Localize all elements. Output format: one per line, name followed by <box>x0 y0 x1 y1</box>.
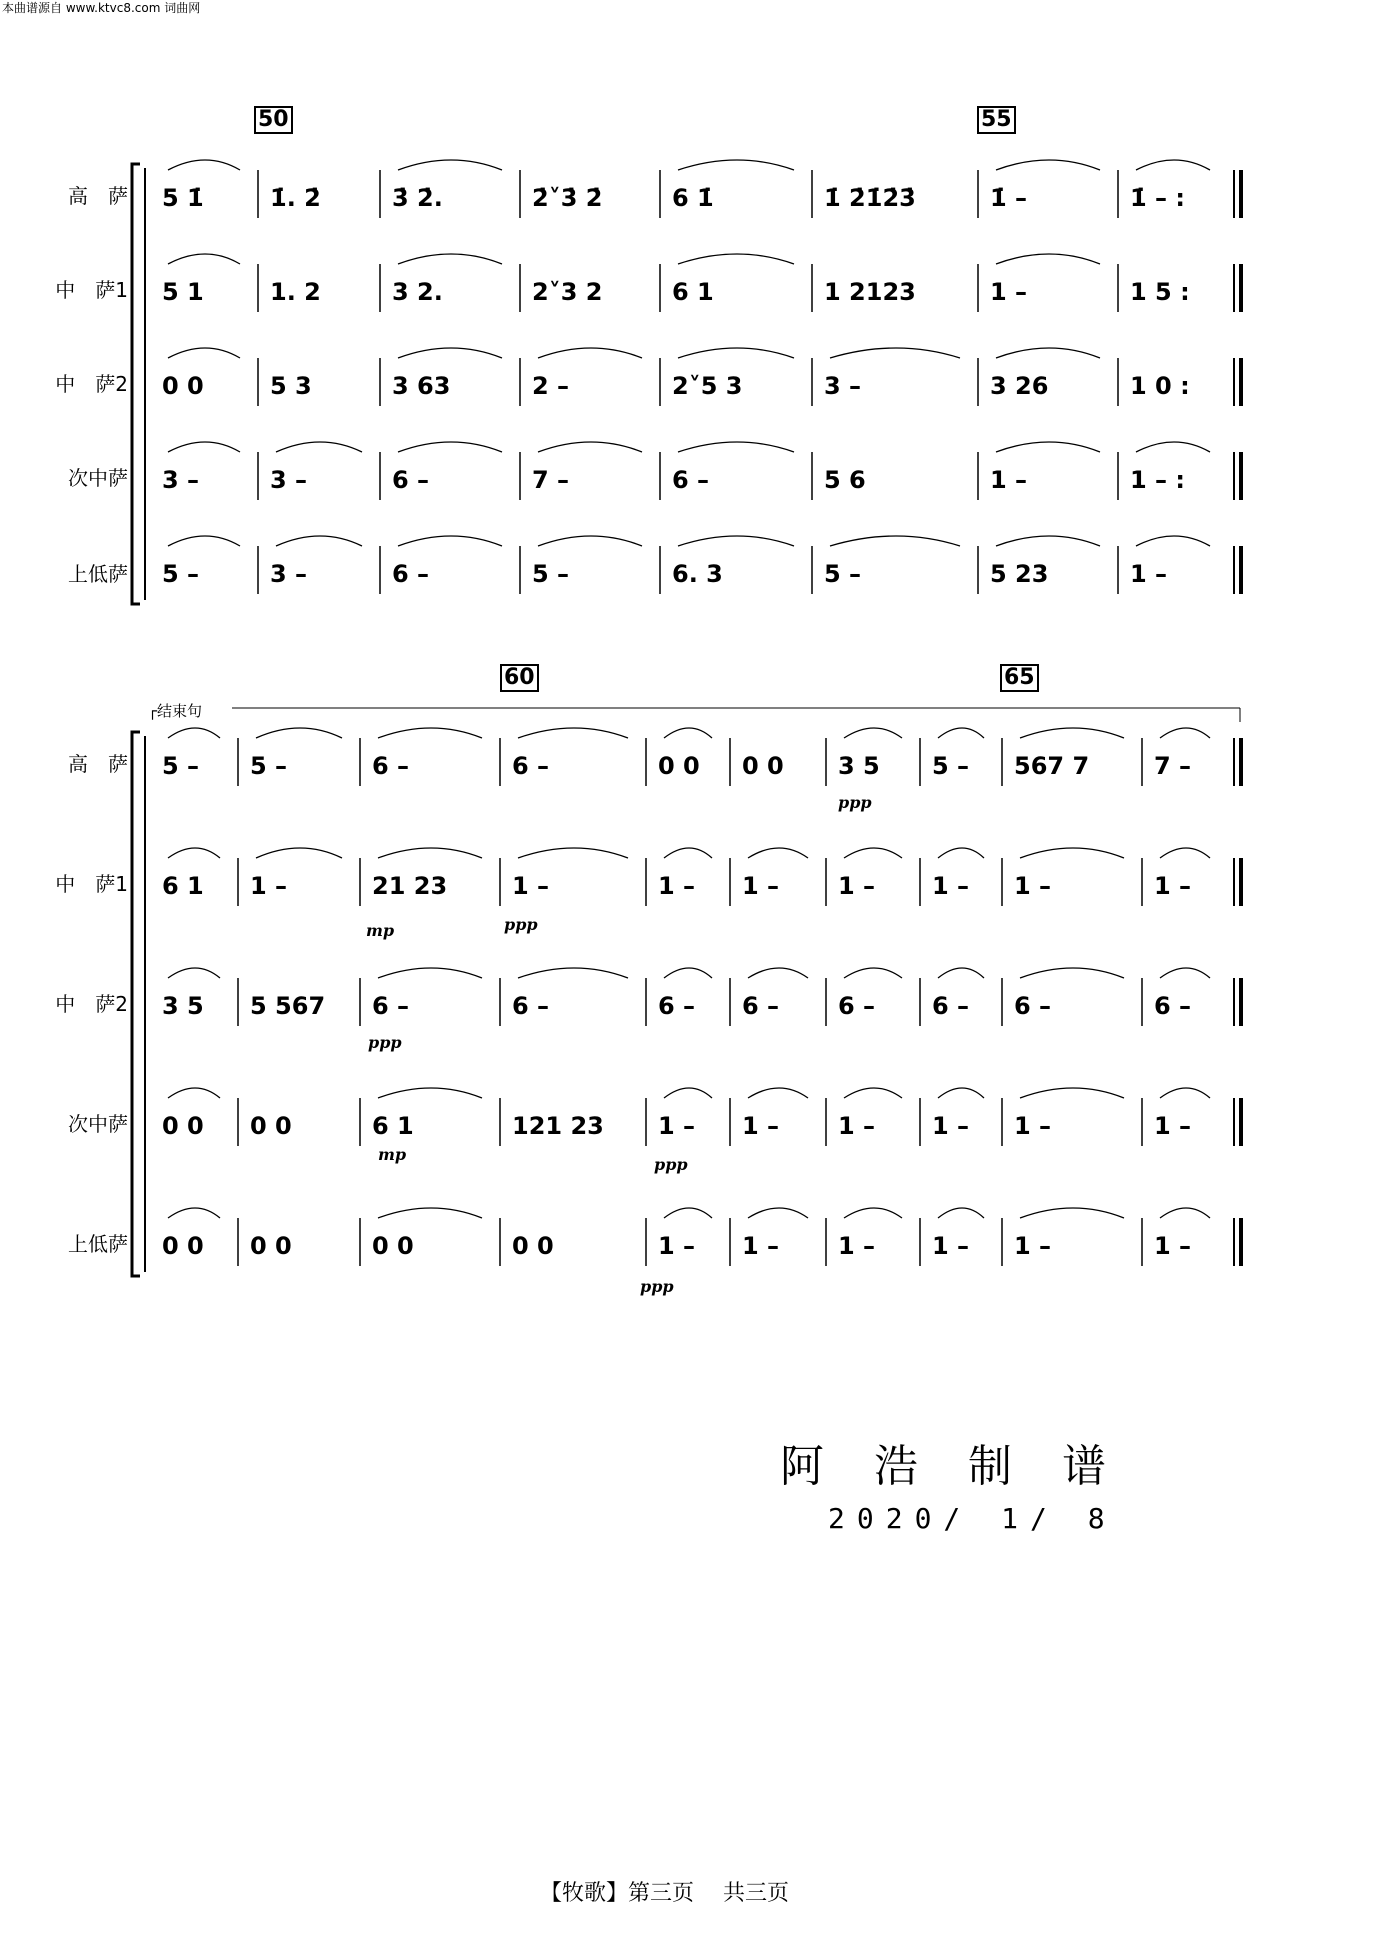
system1-slur <box>538 442 642 452</box>
system2-measure-3-5: 1 – <box>742 1112 780 1140</box>
system2-measure-2-7: 6 – <box>932 992 970 1020</box>
system2-slur <box>378 728 482 738</box>
system1-measure-1-4: 6 1 <box>672 278 714 306</box>
system1-slur <box>276 442 362 452</box>
system1-measure-0-2: 3̇ 2̇. <box>392 184 443 212</box>
system1-bracket <box>132 164 140 604</box>
system1-measure-0-1: 1̇. 2̇ <box>270 184 321 212</box>
system2-slur <box>378 848 482 858</box>
system1-measure-4-1: 3 – <box>270 560 308 588</box>
system1-measure-1-1: 1. 2 <box>270 278 321 306</box>
system2-measure-4-8: 1 – <box>1014 1232 1052 1260</box>
dynamic-marking: ppp <box>504 915 538 934</box>
system1-slur <box>1136 442 1210 452</box>
system1-slur <box>678 442 794 452</box>
rehearsal-mark-50: 50 <box>254 106 293 134</box>
system1-slur <box>168 254 240 264</box>
system2-measure-1-0: 6 1 <box>162 872 204 900</box>
system2-measure-0-1: 5 – <box>250 752 288 780</box>
system1-measure-3-6: 1 – <box>990 466 1028 494</box>
system1-slur <box>538 536 642 546</box>
system1-measure-1-5: 1 2123 <box>824 278 916 306</box>
system1-measure-2-1: 5 3 <box>270 372 312 400</box>
system1-slur <box>168 536 240 546</box>
system2-measure-3-6: 1 – <box>838 1112 876 1140</box>
rehearsal-mark-65: 65 <box>1000 664 1039 692</box>
system1-slur <box>678 254 794 264</box>
system2-slur <box>1020 728 1124 738</box>
part-label-alto-sax-1-2: 中 萨1 <box>55 872 128 896</box>
system2-measure-2-6: 6 – <box>838 992 876 1020</box>
system2-measure-0-9: 7 – <box>1154 752 1192 780</box>
arranger-credit: 阿 浩 制 谱 <box>780 1441 1124 1492</box>
system2-slur <box>748 848 808 858</box>
system1-measure-0-6: 1̇ – <box>990 184 1028 212</box>
system1-measure-3-1: 3 – <box>270 466 308 494</box>
part-label-alto-sax-2: 中 萨2 <box>55 372 128 396</box>
system1-slur <box>678 536 794 546</box>
system2-measure-3-7: 1 – <box>932 1112 970 1140</box>
part-label-tenor-sax-2: 次中萨 <box>68 1112 128 1136</box>
system2-slur <box>938 968 984 978</box>
system2-measure-2-1: 5 567 <box>250 992 326 1020</box>
system1-measure-4-3: 5 – <box>532 560 570 588</box>
system2-slur <box>1020 968 1124 978</box>
system1-slur <box>996 536 1100 546</box>
system1-measure-2-0: 0 0 <box>162 372 204 400</box>
system2-measure-2-5: 6 – <box>742 992 780 1020</box>
system2-slur <box>256 728 342 738</box>
system2-measure-0-2: 6 – <box>372 752 410 780</box>
system2-slur <box>1020 1208 1124 1218</box>
system2-measure-0-5: 0 0 <box>742 752 784 780</box>
system2-measure-3-2: 6 1 <box>372 1112 414 1140</box>
system2-slur <box>1160 848 1210 858</box>
system1-measure-4-2: 6 – <box>392 560 430 588</box>
system2-slur <box>1160 1088 1210 1098</box>
system1-measure-1-6: 1 – <box>990 278 1028 306</box>
system1-slur <box>830 536 960 546</box>
system2-measure-0-6: 3 5 <box>838 752 880 780</box>
system2-slur <box>256 848 342 858</box>
system1-measure-3-7: 1 – : <box>1130 466 1186 494</box>
system2-measure-4-1: 0 0 <box>250 1232 292 1260</box>
system2-slur <box>168 968 220 978</box>
system2-measure-0-3: 6 – <box>512 752 550 780</box>
system2-measure-2-4: 6 – <box>658 992 696 1020</box>
system2-measure-0-8: 567 7 <box>1014 752 1090 780</box>
part-label-baritone-sax-2: 上低萨 <box>68 1232 128 1256</box>
arrangement-date: 2020/ 1/ 8 <box>828 1502 1117 1535</box>
system1-measure-3-5: 5 6 <box>824 466 866 494</box>
part-label-alto-sax-2-2: 中 萨2 <box>55 992 128 1016</box>
system2-measure-1-7: 1 – <box>932 872 970 900</box>
system1-slur <box>1136 536 1210 546</box>
system2-slur <box>518 848 628 858</box>
system1-measure-4-6: 5 23 <box>990 560 1049 588</box>
system2-slur <box>664 1208 712 1218</box>
system1-measure-0-7: 1̇ – : <box>1130 184 1186 212</box>
system2-slur <box>664 1088 712 1098</box>
part-label-alto-sax-1: 中 萨1 <box>55 278 128 302</box>
system1-slur <box>1136 160 1210 170</box>
rehearsal-mark-55: 55 <box>977 106 1016 134</box>
system1-slur <box>996 254 1100 264</box>
system2-measure-4-3: 0 0 <box>512 1232 554 1260</box>
system1-slur <box>996 348 1100 358</box>
system1-measure-4-0: 5 – <box>162 560 200 588</box>
system2-slur <box>748 1208 808 1218</box>
system2-slur <box>378 1208 482 1218</box>
dynamic-marking: ppp <box>654 1155 688 1174</box>
system1-measure-0-0: 5 1̇ <box>162 184 204 212</box>
system1-measure-4-4: 6. 3 <box>672 560 723 588</box>
system2-measure-2-0: 3 5 <box>162 992 204 1020</box>
system2-measure-1-8: 1 – <box>1014 872 1052 900</box>
system1-slur <box>398 536 502 546</box>
system2-measure-2-2: 6 – <box>372 992 410 1020</box>
section-label-coda: ┌结束句 <box>148 702 203 720</box>
system2-slur <box>844 1088 902 1098</box>
system2-slur <box>748 1088 808 1098</box>
dynamic-marking: mp <box>366 921 395 940</box>
system2-measure-4-6: 1 – <box>838 1232 876 1260</box>
system1-slur <box>996 160 1100 170</box>
system1-measure-1-3: 2˅3 2 <box>532 278 603 306</box>
system2-slur <box>168 728 220 738</box>
system2-measure-1-5: 1 – <box>742 872 780 900</box>
system1-measure-1-7: 1 5 : <box>1130 278 1190 306</box>
system1-measure-4-5: 5 – <box>824 560 862 588</box>
system1-slur <box>678 348 794 358</box>
system1-slur <box>678 160 794 170</box>
dynamic-marking: ppp <box>838 793 872 812</box>
system2-slur <box>168 848 220 858</box>
system2-slur <box>1020 848 1124 858</box>
system2-slur <box>1020 1088 1124 1098</box>
system2-measure-4-5: 1 – <box>742 1232 780 1260</box>
system2-slur <box>844 968 902 978</box>
system2-slur <box>518 728 628 738</box>
source-watermark: 本曲谱源自 www.ktvc8.com 词曲网 <box>2 1 201 15</box>
system1-slur <box>276 536 362 546</box>
system2-slur <box>518 968 628 978</box>
system2-slur <box>378 1088 482 1098</box>
system1-slur <box>168 348 240 358</box>
system2-measure-1-2: 21 23 <box>372 872 448 900</box>
system2-measure-3-4: 1 – <box>658 1112 696 1140</box>
system2-measure-2-3: 6 – <box>512 992 550 1020</box>
part-label-baritone-sax: 上低萨 <box>68 562 128 586</box>
system1-slur <box>398 442 502 452</box>
system2-slur <box>748 968 808 978</box>
system2-measure-1-9: 1 – <box>1154 872 1192 900</box>
dynamic-marking: mp <box>378 1145 407 1164</box>
system2-slur <box>938 1088 984 1098</box>
system2-slur <box>844 848 902 858</box>
system2-slur <box>1160 1208 1210 1218</box>
page-footer: 【牧歌】第三页 共三页 <box>540 1881 789 1906</box>
system1-measure-3-0: 3 – <box>162 466 200 494</box>
system2-measure-2-9: 6 – <box>1154 992 1192 1020</box>
system1-measure-3-3: 7 – <box>532 466 570 494</box>
system2-measure-4-2: 0 0 <box>372 1232 414 1260</box>
system1-measure-0-4: 6 1̇ <box>672 184 714 212</box>
system1-slur <box>398 348 502 358</box>
system2-measure-4-9: 1 – <box>1154 1232 1192 1260</box>
system1-slur <box>996 442 1100 452</box>
system2-measure-3-8: 1 – <box>1014 1112 1052 1140</box>
system2-measure-1-3: 1 – <box>512 872 550 900</box>
part-label-tenor-sax: 次中萨 <box>68 466 128 490</box>
system2-measure-4-4: 1 – <box>658 1232 696 1260</box>
system2-slur <box>168 1088 220 1098</box>
system2-slur <box>1160 968 1210 978</box>
system2-measure-1-4: 1 – <box>658 872 696 900</box>
rehearsal-mark-60: 60 <box>500 664 539 692</box>
system2-slur <box>938 728 984 738</box>
system1-measure-0-3: 2̇˅3̇ 2̇ <box>532 184 603 212</box>
system1-measure-3-2: 6 – <box>392 466 430 494</box>
system1-slur <box>398 160 502 170</box>
part-label-soprano-sax-2: 高 萨 <box>68 752 128 776</box>
system2-measure-3-1: 0 0 <box>250 1112 292 1140</box>
system2-measure-1-1: 1 – <box>250 872 288 900</box>
system1-measure-2-3: 2 – <box>532 372 570 400</box>
system2-slur <box>378 968 482 978</box>
system2-slur <box>168 1208 220 1218</box>
system2-measure-2-8: 6 – <box>1014 992 1052 1020</box>
system2-slur <box>844 728 902 738</box>
system1-slur <box>168 442 240 452</box>
system1-measure-2-7: 1 0 : <box>1130 372 1190 400</box>
system1-slur <box>830 348 960 358</box>
system2-measure-3-9: 1 – <box>1154 1112 1192 1140</box>
system2-slur <box>664 728 712 738</box>
system2-measure-3-3: 121 23 <box>512 1112 604 1140</box>
system1-measure-1-2: 3 2. <box>392 278 443 306</box>
system2-measure-0-4: 0 0 <box>658 752 700 780</box>
system2-measure-3-0: 0 0 <box>162 1112 204 1140</box>
system2-slur <box>664 848 712 858</box>
system1-slur <box>398 254 502 264</box>
system1-measure-0-5: 1̇ 2̇1̇2̇3̇ <box>824 184 916 212</box>
system1-measure-4-7: 1 – <box>1130 560 1168 588</box>
system2-bracket <box>132 732 140 1276</box>
system1-measure-2-4: 2˅5 3 <box>672 372 743 400</box>
system2-slur <box>938 848 984 858</box>
system1-measure-2-6: 3 26 <box>990 372 1049 400</box>
system1-measure-3-4: 6 – <box>672 466 710 494</box>
dynamic-marking: ppp <box>368 1033 402 1052</box>
system1-measure-1-0: 5 1 <box>162 278 204 306</box>
system1-measure-2-5: 3 – <box>824 372 862 400</box>
dynamic-marking: ppp <box>640 1277 674 1296</box>
system2-measure-4-7: 1 – <box>932 1232 970 1260</box>
system1-measure-2-2: 3 63 <box>392 372 451 400</box>
system1-slur <box>538 348 642 358</box>
system2-measure-1-6: 1 – <box>838 872 876 900</box>
system2-slur <box>844 1208 902 1218</box>
system2-measure-4-0: 0 0 <box>162 1232 204 1260</box>
system1-slur <box>168 160 240 170</box>
system2-slur <box>664 968 712 978</box>
system2-slur <box>938 1208 984 1218</box>
system2-slur <box>1160 728 1210 738</box>
part-label-soprano-sax: 高 萨 <box>68 184 128 208</box>
system2-measure-0-0: 5 – <box>162 752 200 780</box>
system2-measure-0-7: 5 – <box>932 752 970 780</box>
